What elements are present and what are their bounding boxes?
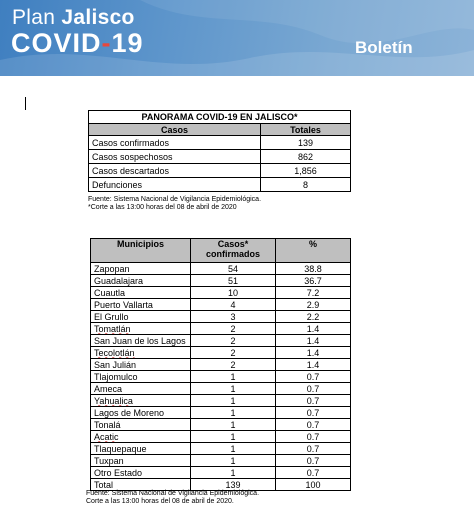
table-row	[91, 347, 351, 359]
logo-dash: -	[101, 28, 112, 58]
municipios-source-note: Fuente: Sistema Nacional de Vigilancia Epidemiológica.	[86, 490, 260, 497]
municipio-pct: 0.7	[276, 395, 351, 407]
municipio-name	[91, 431, 191, 443]
municipio-name-text: Acatic	[94, 431, 119, 442]
municipio-pct: 0.7	[276, 383, 351, 395]
table-row-total	[91, 479, 351, 491]
municipio-pct: 36.7	[276, 275, 351, 287]
municipio-casos: 10	[191, 287, 276, 299]
municipio-pct: 0.7	[276, 431, 351, 443]
header-banner	[0, 0, 474, 76]
table-row	[91, 275, 351, 287]
table-row	[91, 443, 351, 455]
municipio-casos: 1	[191, 419, 276, 431]
row-value: 8	[261, 178, 351, 192]
municipio-casos: 2	[191, 359, 276, 371]
municipio-casos: 1	[191, 467, 276, 479]
municipio-casos: 1	[191, 371, 276, 383]
municipio-name-text: Tecolotlán	[94, 347, 135, 358]
municipio-name: El Grullo	[91, 311, 191, 323]
table-row	[91, 263, 351, 275]
table-row	[91, 419, 351, 431]
column-header-casos-line2: confirmados	[205, 249, 260, 259]
municipio-name: Zapopan	[91, 263, 191, 275]
column-header-totales: Totales	[261, 124, 351, 136]
municipio-name	[91, 323, 191, 335]
municipio-casos: 2	[191, 335, 276, 347]
total-pct: 100	[276, 479, 351, 491]
municipio-casos: 4	[191, 299, 276, 311]
municipio-pct: 1.4	[276, 359, 351, 371]
logo-plan-jalisco	[12, 6, 135, 30]
total-casos: 139	[191, 479, 276, 491]
table-row	[91, 383, 351, 395]
summary-cutoff-note: *Corte a las 13:00 horas del 08 de abril de 2020	[88, 204, 237, 211]
municipio-casos: 1	[191, 455, 276, 467]
table-row	[91, 467, 351, 479]
column-header-percent: %	[276, 239, 351, 263]
table-row	[89, 178, 351, 192]
municipio-name: Tonalá	[91, 419, 191, 431]
logo-number: 19	[111, 28, 144, 58]
row-value: 139	[261, 136, 351, 150]
column-header-casos-confirmados	[191, 239, 276, 263]
table-row	[91, 371, 351, 383]
municipio-name: Lagos de Moreno	[91, 407, 191, 419]
municipio-pct: 0.7	[276, 467, 351, 479]
table-row	[91, 455, 351, 467]
municipio-pct: 2.2	[276, 311, 351, 323]
municipio-name-text: Yahualica	[94, 395, 133, 406]
boletin-label: Boletín	[355, 38, 413, 57]
municipio-casos: 54	[191, 263, 276, 275]
municipio-pct: 38.8	[276, 263, 351, 275]
summary-source-note: Fuente: Sistema Nacional de Vigilancia Epidemiológica.	[88, 196, 262, 203]
table-row	[91, 431, 351, 443]
municipio-casos: 1	[191, 383, 276, 395]
row-label: Casos sospechosos	[89, 150, 261, 164]
municipio-name: San Julián	[91, 359, 191, 371]
municipio-pct: 0.7	[276, 455, 351, 467]
table-row	[91, 395, 351, 407]
municipio-pct: 0.7	[276, 371, 351, 383]
table-row	[91, 335, 351, 347]
municipio-casos: 2	[191, 323, 276, 335]
row-label: Defunciones	[89, 178, 261, 192]
row-label: Casos confirmados	[89, 136, 261, 150]
table-row	[91, 311, 351, 323]
logo-plan-word: Plan	[12, 6, 56, 29]
municipio-pct: 1.4	[276, 323, 351, 335]
municipio-pct: 0.7	[276, 407, 351, 419]
municipio-name: Tlaquepaque	[91, 443, 191, 455]
text-cursor	[25, 97, 26, 110]
row-value: 862	[261, 150, 351, 164]
row-value: 1,856	[261, 164, 351, 178]
table-row	[91, 359, 351, 371]
table-row	[91, 299, 351, 311]
municipio-pct: 0.7	[276, 419, 351, 431]
municipio-name: Guadalajara	[91, 275, 191, 287]
municipio-casos: 1	[191, 407, 276, 419]
municipio-casos: 1	[191, 395, 276, 407]
row-label: Casos descartados	[89, 164, 261, 178]
municipios-table	[90, 238, 351, 491]
municipio-casos: 2	[191, 347, 276, 359]
table-row	[89, 150, 351, 164]
column-header-casos-line1: Casos*	[217, 239, 249, 249]
municipio-casos: 1	[191, 443, 276, 455]
municipio-name: Otro Estado	[91, 467, 191, 479]
municipio-casos: 51	[191, 275, 276, 287]
table-row	[91, 323, 351, 335]
logo-covid19	[11, 28, 144, 59]
municipio-pct: 1.4	[276, 335, 351, 347]
summary-table	[88, 110, 351, 192]
column-header-casos: Casos	[89, 124, 261, 136]
municipio-name: San Juan de los Lagos	[91, 335, 191, 347]
municipio-name	[91, 395, 191, 407]
total-label: Total	[91, 479, 191, 491]
municipio-name: Tuxpan	[91, 455, 191, 467]
summary-table-title: PANORAMA COVID-19 EN JALISCO*	[89, 111, 351, 124]
municipio-pct: 7.2	[276, 287, 351, 299]
municipio-name: Ameca	[91, 383, 191, 395]
table-row	[91, 287, 351, 299]
table-row	[89, 164, 351, 178]
municipio-pct: 0.7	[276, 443, 351, 455]
column-header-municipios: Municipios	[91, 239, 191, 263]
municipios-cutoff-note: Corte a las 13:00 horas del 08 de abril de 2020.	[86, 498, 234, 505]
municipio-name: Cuautla	[91, 287, 191, 299]
municipio-casos: 1	[191, 431, 276, 443]
logo-jalisco-word: Jalisco	[61, 6, 135, 29]
logo-covid-word: COVID	[11, 28, 102, 58]
municipio-name: Puerto Vallarta	[91, 299, 191, 311]
table-row	[91, 407, 351, 419]
municipio-name: Tlajomulco	[91, 371, 191, 383]
municipio-pct: 1.4	[276, 347, 351, 359]
table-row	[89, 136, 351, 150]
municipio-name	[91, 347, 191, 359]
municipio-pct: 2.9	[276, 299, 351, 311]
municipio-name-text: Tomatlán	[94, 323, 131, 334]
municipio-casos: 3	[191, 311, 276, 323]
